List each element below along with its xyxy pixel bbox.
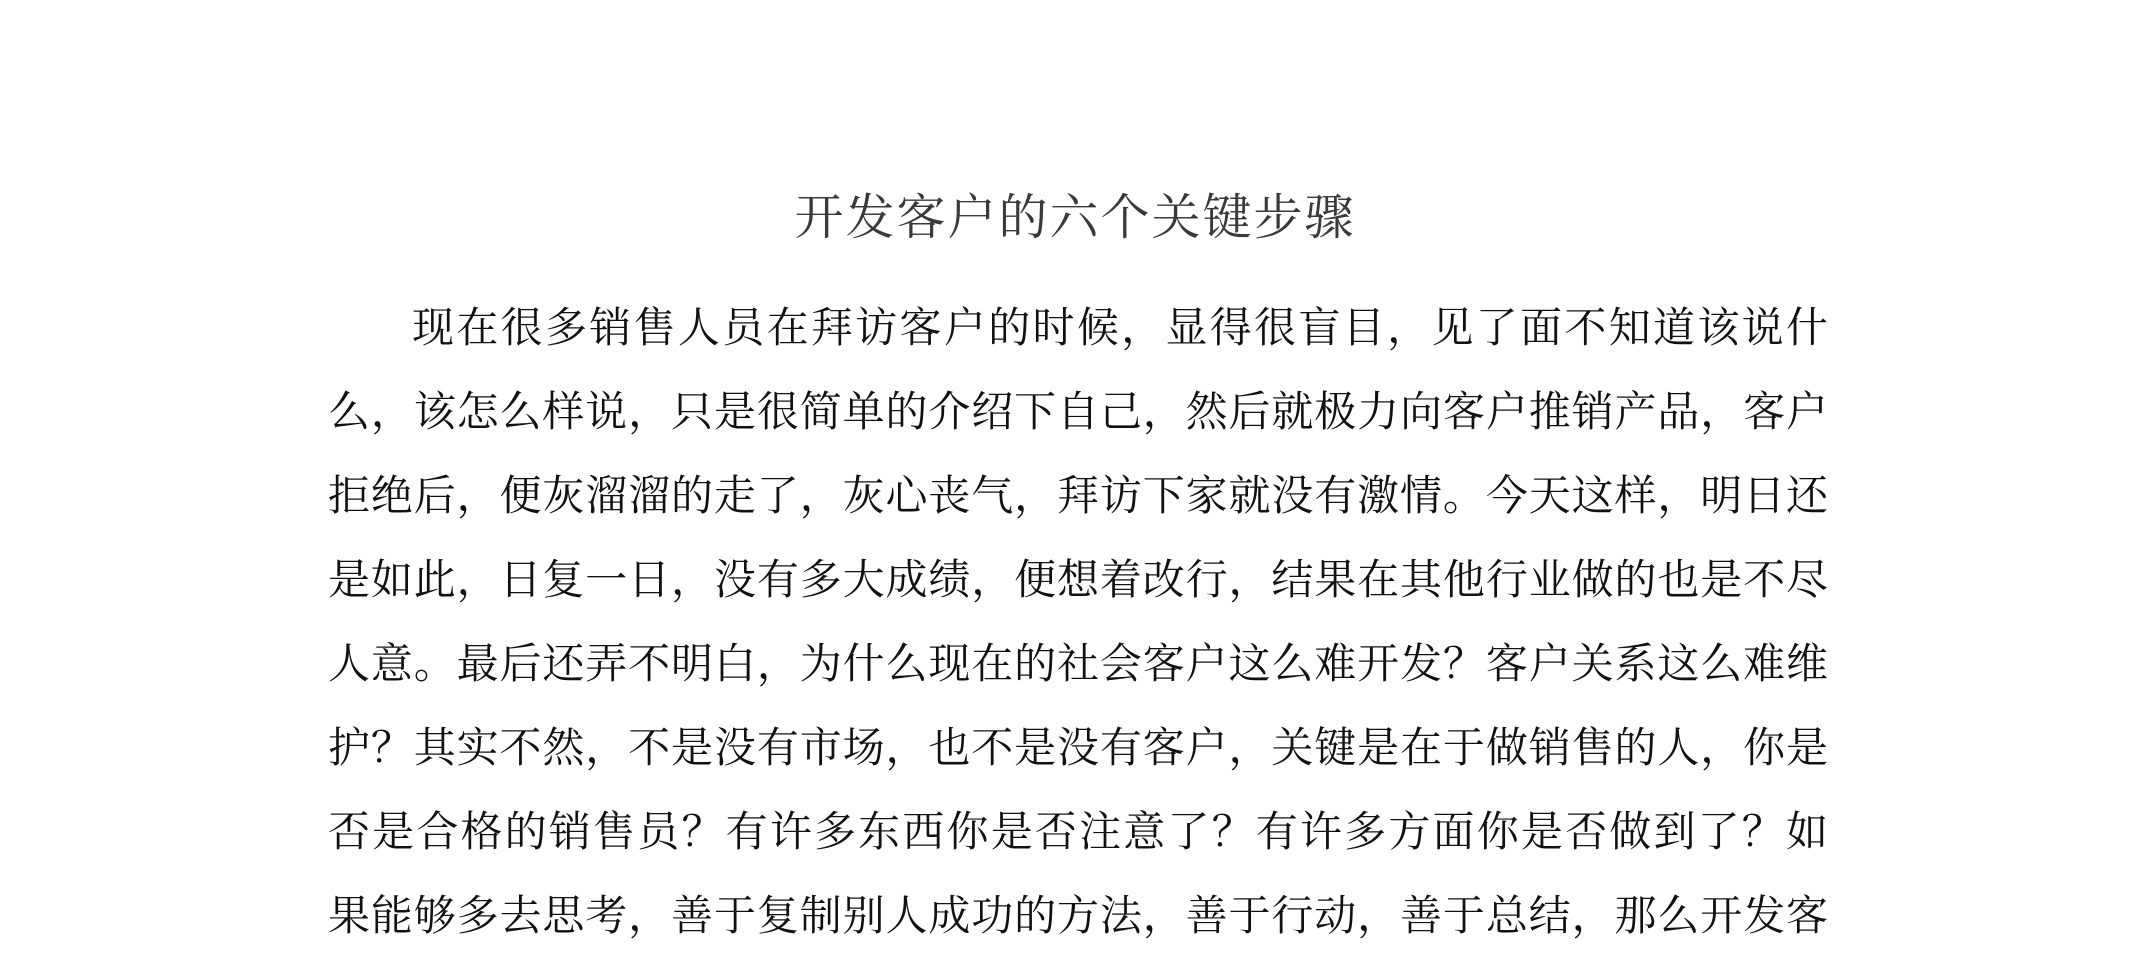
paragraph-line: 护？其实不然，不是没有市场，也不是没有客户，关键是在于做销售的人，你是 xyxy=(328,723,1828,772)
paragraph-line: 是如此，日复一日，没有多大成绩，便想着改行，结果在其他行业做的也是不尽 xyxy=(328,555,1828,604)
body-paragraph xyxy=(328,286,1828,958)
paragraph-line: 人意。最后还弄不明白，为什么现在的社会客户这么难开发？客户关系这么难维 xyxy=(328,639,1828,688)
document-title: 开发客户的六个关键步骤 xyxy=(794,189,1356,246)
paragraph-line: 果能够多去思考，善于复制别人成功的方法，善于行动，善于总结，那么开发客 xyxy=(328,891,1828,940)
paragraph-line: 拒绝后，便灰溜溜的走了，灰心丧气，拜访下家就没有激情。今天这样，明日还 xyxy=(328,471,1828,520)
paragraph-line: 么，该怎么样说，只是很简单的介绍下自己，然后就极力向客户推销产品，客户 xyxy=(328,387,1828,436)
paragraph-line: 现在很多销售人员在拜访客户的时候，显得很盲目，见了面不知道该说什 xyxy=(412,303,1828,352)
paragraph-line: 否是合格的销售员？有许多东西你是否注意了？有许多方面你是否做到了？如 xyxy=(328,807,1828,856)
